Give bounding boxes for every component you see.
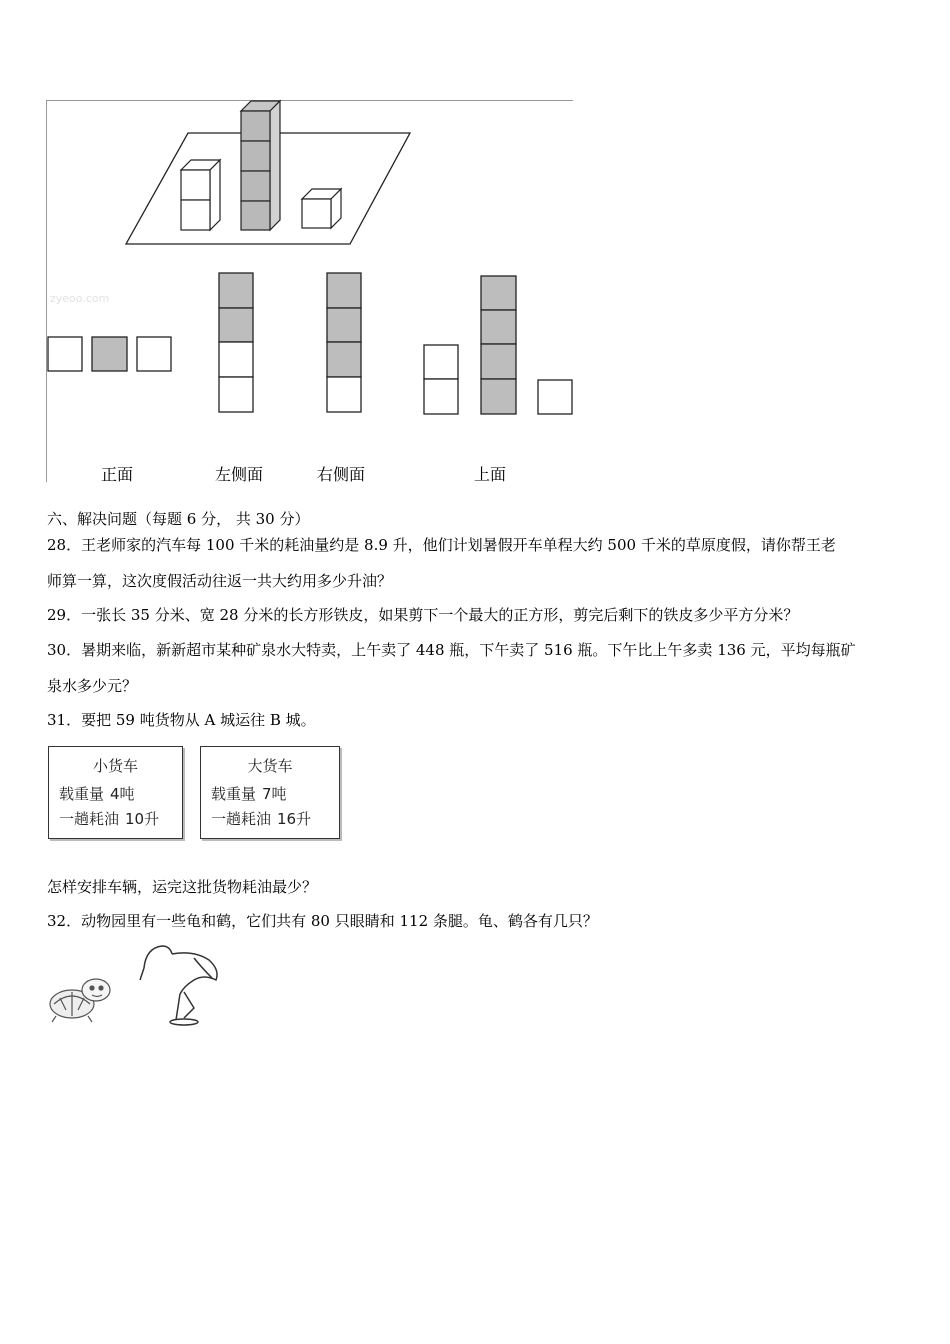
big-truck-card [200, 746, 340, 839]
q28-line2: 师算一算，这次度假活动往返一共大约用多少升油？ [47, 572, 393, 590]
q31-question: 怎样安排车辆，运完这批货物耗油最少？ [47, 878, 318, 896]
left-side-view [219, 273, 253, 412]
big-truck-load-row [211, 783, 287, 804]
small-truck-load-label: 载重量 [59, 785, 105, 803]
small-truck-fuel-row [59, 808, 159, 829]
right-side-view [327, 273, 361, 412]
small-truck-fuel-label: 一趟耗油 [59, 810, 120, 828]
label-front: 正面 [101, 465, 134, 484]
big-truck-fuel-row [211, 808, 311, 829]
big-truck-title: 大货车 [247, 757, 293, 775]
small-truck-load-row [59, 783, 135, 804]
big-truck-fuel-label: 一趟耗油 [211, 810, 272, 828]
q31-line1: 31．要把 59 吨货物从 A 城运往 B 城。 [47, 711, 316, 729]
q30-line1: 30．暑期来临，新新超市某种矿泉水大特卖，上午卖了 448 瓶，下午卖了 516 瓶。下午比上午多卖 136 元，平均每瓶矿 [47, 641, 856, 659]
big-truck-load-label: 载重量 [211, 785, 257, 803]
big-truck-fuel-value: 16升 [277, 810, 312, 828]
q28-line1: 28．王老师家的汽车每 100 千米的耗油量约是 8.9 升，他们计划暑假开车单程大约 500 千米的草原度假，请你帮王老 [47, 536, 836, 554]
section-heading: 六、解决问题（每题 6 分， 共 30 分） [47, 510, 310, 528]
cube-stack-left [181, 160, 220, 230]
top-view [424, 276, 572, 414]
q29-line1: 29．一张长 35 分米、宽 28 分米的长方形铁皮，如果剪下一个最大的正方形，剪完后剩下的铁皮多少平方分米？ [47, 606, 799, 624]
small-truck-fuel-value: 10升 [125, 810, 160, 828]
label-top: 上面 [474, 465, 507, 484]
small-truck-load-value: 4吨 [110, 785, 135, 803]
small-truck-card [48, 746, 183, 839]
q32-line1: 32．动物园里有一些龟和鹤，它们共有 80 只眼睛和 112 条腿。龟、鹤各有几只？ [47, 912, 598, 930]
turtle-icon [50, 979, 110, 1022]
watermark: zyeoo.com [50, 292, 110, 305]
turtle-crane-illustration [44, 938, 224, 1028]
cube-stack-right [302, 189, 341, 228]
small-truck-title: 小货车 [92, 757, 138, 775]
front-view [48, 337, 171, 371]
crane-icon [140, 946, 217, 1025]
label-left-side: 左侧面 [215, 465, 264, 484]
q30-line2: 泉水多少元？ [47, 677, 138, 695]
views-figure [40, 95, 580, 490]
cube-stack-middle [241, 101, 280, 230]
big-truck-load-value: 7吨 [262, 785, 287, 803]
label-right-side: 右侧面 [317, 465, 366, 484]
